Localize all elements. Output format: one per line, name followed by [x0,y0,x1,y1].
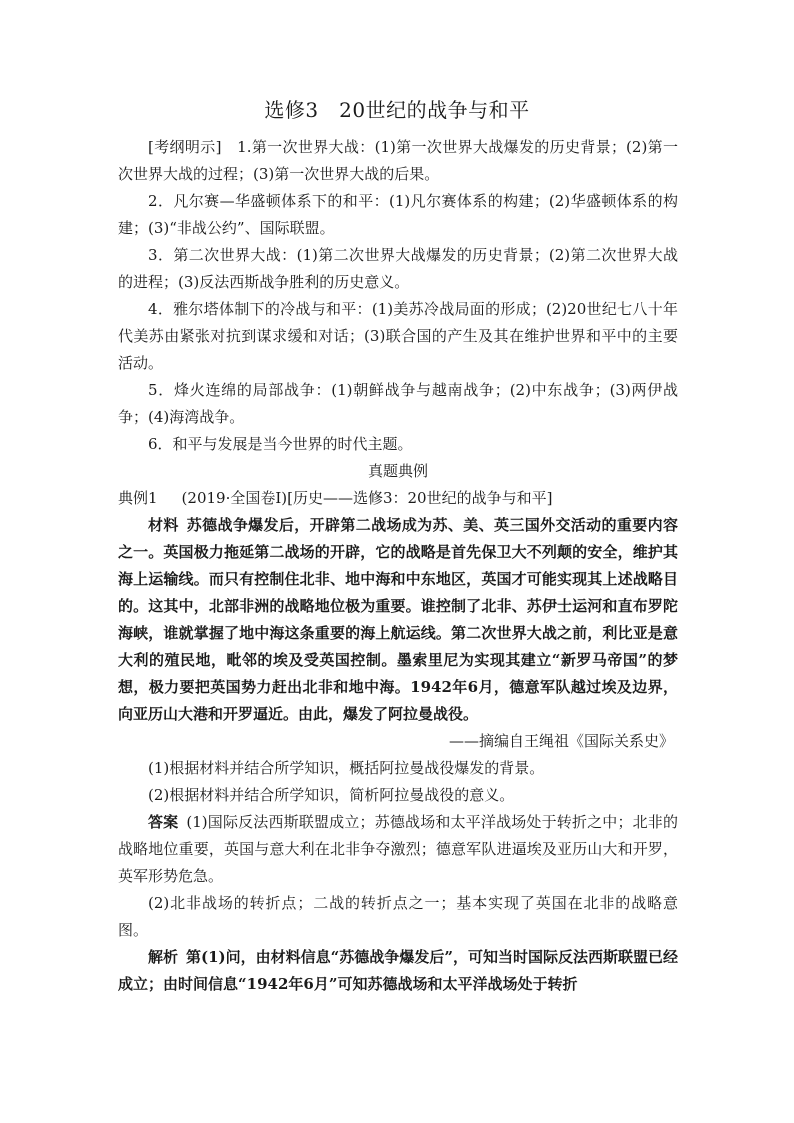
question-1: (1)根据材料并结合所学知识，概括阿拉曼战役爆发的背景。 [148,759,545,777]
document-body [118,134,678,998]
outline-item-1: [考纲明示] 1.第一次世界大战：(1)第一次世界大战爆发的历史背景；(2)第一次世界大战的过程；(3)第一次世界大战的后果。 [118,138,678,183]
material-label: 材料 [148,516,179,534]
analysis-paragraph [118,944,678,998]
material-paragraph [118,512,678,728]
outline-item-6: 6．和平与发展是当今世界的时代主题。 [148,435,413,453]
example-label: 典例1 [118,489,158,507]
section-title: 真题典例 [367,462,428,480]
answer-label: 答案 [148,813,179,831]
outline-label: [考纲明示] [148,138,222,156]
analysis-text: 第(1)问，由材料信息“苏德战争爆发后”，可知当时国际反法西斯联盟已经成立；由时间信息“1942年6月”可知苏德战场和太平洋战场处于转折 [118,948,678,993]
answer-2: (2)北非战场的转折点；二战的转折点之一；基本实现了英国在北非的战略意图。 [118,894,678,939]
outline-item-4: 4．雅尔塔体制下的冷战与和平：(1)美苏冷战局面的形成；(2)20世纪七八十年代美苏由紧张对抗到谋求缓和对话；(3)联合国的产生及其在维护世界和平中的主要活动。 [118,300,678,372]
answer-1: 答案 (1)国际反法西斯联盟成立；苏德战场和太平洋战场处于转折之中；北非的战略地位重要，英国与意大利在北非争夺激烈；德意军队进逼埃及亚历山大和开罗，英军形势危急。 [118,813,678,885]
question-2: (2)根据材料并结合所学知识，简析阿拉曼战役的意义。 [148,786,515,804]
outline-item-5: 5．烽火连绵的局部战争：(1)朝鲜战争与越南战争；(2)中东战争；(3)两伊战争；(4)海湾战争。 [118,381,678,426]
example-source: (2019·全国卷Ⅰ)[历史——选修3：20世纪的战争与和平] [181,489,553,507]
analysis-label: 解析 [148,948,179,966]
example-header [118,485,678,512]
outline-item-2: 2．凡尔赛—华盛顿体系下的和平：(1)凡尔赛体系的构建；(2)华盛顿体系的构建；(3)“非战公约”、国际联盟。 [118,192,678,237]
material-text: 苏德战争爆发后，开辟第二战场成为苏、美、英三国外交活动的重要内容之一。英国极力拖延第二战场的开辟，它的战略是首先保卫大不列颠的安全，维护其海上运输线。而只有控制住北非、地中海和中东地区，英国才可能实现其上述战略目的。这其中，北部非洲的战略地位极为重要。谁控制了北非、苏伊士运河和直布罗陀海峡，谁就掌握了地中海这条重要的海上航运线。第二次世界大战之前，利比亚是意大利的殖民地，毗邻的埃及受英国控制。墨索里尼为实现其建立“新罗马帝国”的梦想，极力要把英国势力赶出北非和地中海。1942年6月，德意军队越过埃及边界，向亚历山大港和开罗逼近。由此，爆发了阿拉曼战役。 [118,516,678,723]
citation: ——摘编自王绳祖《国际关系史》 [448,732,674,750]
outline-item-3: 3．第二次世界大战：(1)第二次世界大战爆发的历史背景；(2)第二次世界大战的进程；(3)反法西斯战争胜利的历史意义。 [118,246,678,291]
page-title: 选修3 20世纪的战争与和平 [264,98,530,122]
